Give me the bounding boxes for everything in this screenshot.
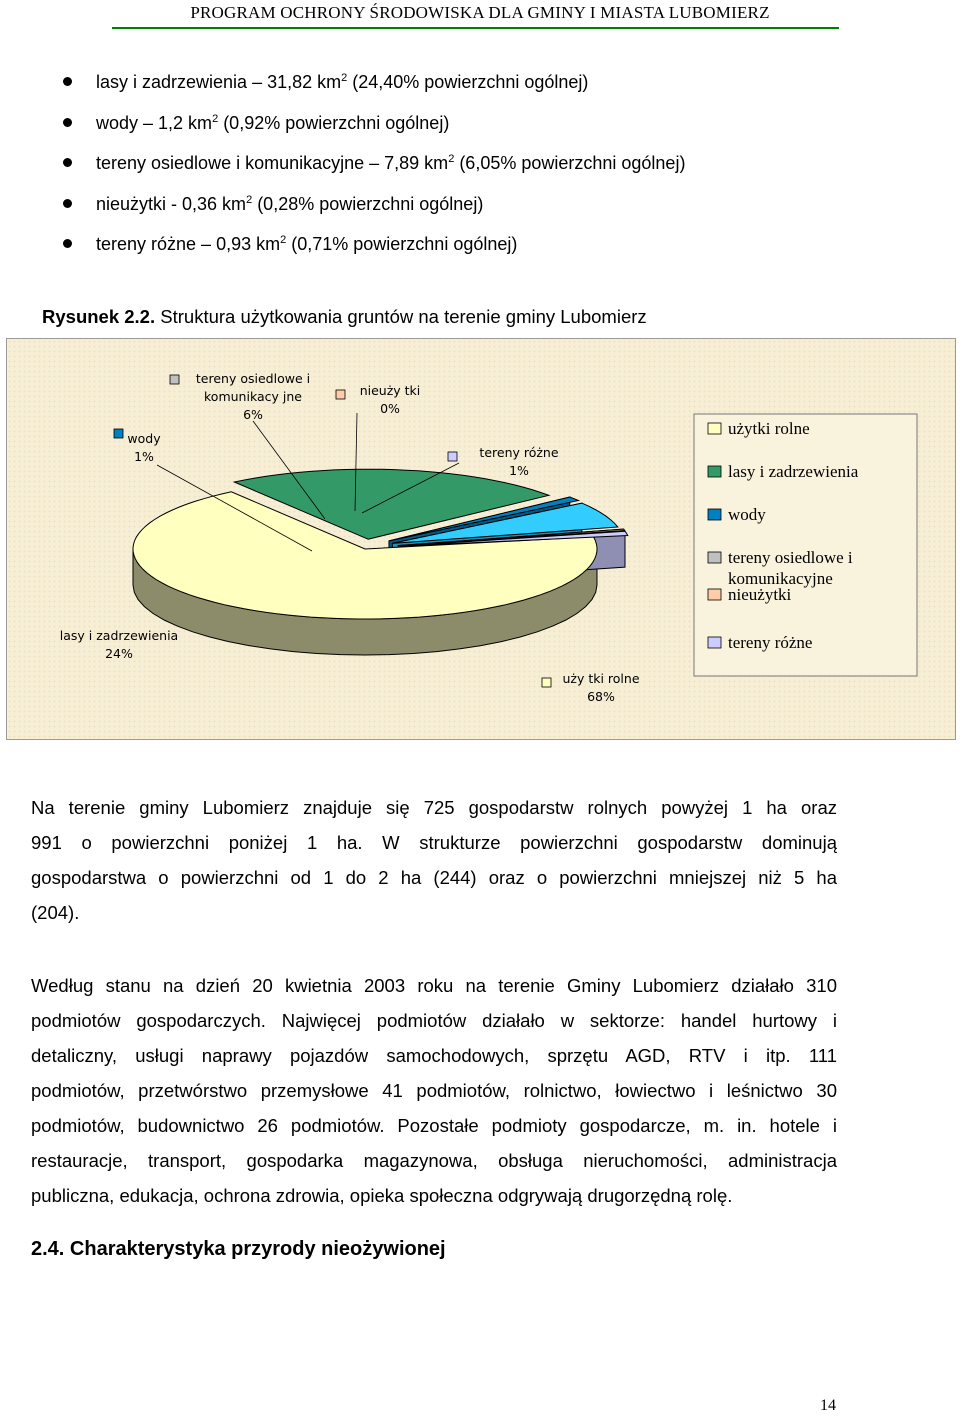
- legend-label-1: lasy i zadrzewienia: [728, 462, 859, 481]
- bullet-icon: [63, 77, 72, 86]
- pie-chart-area: [6, 338, 956, 740]
- bullet-icon: [63, 199, 72, 208]
- land-use-list: [58, 64, 685, 267]
- header-rule: [112, 27, 839, 29]
- legend-swatch-2: [708, 509, 721, 520]
- legend-label-2: wody: [728, 505, 766, 524]
- slice-label-nieuzytki-0: nieuży tki: [359, 383, 421, 398]
- list-item: tereny różne – 0,93 $km^2$ (0,71% powierzchni ogólnej): [58, 226, 685, 267]
- slice-label-lasy-0: lasy i zadrzewienia: [59, 628, 179, 643]
- bullet-icon: [63, 118, 72, 127]
- figure-caption: [42, 306, 647, 328]
- slice-label-osiedlowe-2: 6%: [243, 407, 263, 422]
- slice-label-swatch-osiedlowe: [170, 375, 179, 384]
- legend-swatch-4: [708, 589, 721, 600]
- slice-label-rozne-1: 1%: [509, 463, 529, 478]
- legend-swatch-0: [708, 423, 721, 434]
- slice-label-swatch-wody: [114, 429, 123, 438]
- figure-label: Rysunek 2.2.: [42, 306, 156, 327]
- legend-swatch-5: [708, 637, 721, 648]
- legend-label-4: nieużytki: [728, 585, 792, 604]
- page-number: 14: [820, 1397, 836, 1414]
- slice-label-nieuzytki-1: 0%: [380, 401, 400, 416]
- slice-label-osiedlowe-1: komunikacy jne: [204, 389, 302, 404]
- list-item: lasy i zadrzewienia – 31,82 $km^2$ (24,40% powierzchni ogólnej): [58, 64, 685, 105]
- slice-label-rozne-0: tereny różne: [479, 445, 559, 460]
- slice-label-osiedlowe-0: tereny osiedlowe i: [195, 371, 311, 386]
- slice-label-swatch-rolne: [542, 678, 551, 687]
- list-item: wody – 1,2 $km^2$ (0,92% powierzchni ogólnej): [58, 105, 685, 146]
- section-heading: 2.4. Charakterystyka przyrody nieożywionej: [31, 1238, 446, 1260]
- paragraph-farms: Na terenie gminy Lubomierz znajduje się 725 gospodarstw rolnych powyżej 1 ha oraz 991 o powierzchni poniżej 1 ha. W strukturze powierzchni gospodarstw dominują gospodarstwa o powierzchni od 1 do 2 ha (244) oraz o powierzchni mniejszej niż 5 ha (204).: [31, 797, 837, 923]
- slice-label-swatch-nieuzytki: [336, 390, 345, 399]
- slice-label-lasy-1: 24%: [105, 646, 133, 661]
- header-title: PROGRAM OCHRONY ŚRODOWISKA DLA GMINY I MIASTA LUBOMIERZ: [190, 3, 770, 22]
- slice-label-rolne-0: uży tki rolne: [562, 671, 640, 686]
- paragraph-businesses: Według stanu na dzień 20 kwietnia 2003 roku na terenie Gminy Lubomierz działało 310 podmiotów gospodarczych. Najwięcej podmiotów działało w sektorze: handel hurtowy i detaliczny, usługi naprawy pojazdów samochodowych, sprzętu AGD, RTV i itp. 111 podmiotów, przetwórstwo przemysłowe 41 podmiotów, rolnictwo, łowiectwo i leśnictwo 30 podmiotów, budownictwo 26 podmiotów. Pozostałe podmioty gospodarcze, m. in. hotele i restauracje, transport, gospodarka magazynowa, obsługa nieruchomości, administracja publiczna, edukacja, ochrona zdrowia, opieka społeczna odgrywają drugorzędną rolę.: [31, 975, 837, 1206]
- legend-label-5: tereny różne: [728, 633, 813, 652]
- slice-label-wody-0: wody: [127, 431, 161, 446]
- slice-label-wody-1: 1%: [134, 449, 154, 464]
- pie-chart: [7, 339, 955, 739]
- bullet-icon: [63, 239, 72, 248]
- slice-label-swatch-rozne: [448, 452, 457, 461]
- figure-title: Struktura użytkowania gruntów na terenie gminy Lubomierz: [155, 306, 647, 327]
- page-header: [0, 0, 960, 23]
- bullet-icon: [63, 158, 72, 167]
- list-item: tereny osiedlowe i komunikacyjne – 7,89 $km^2$ (6,05% powierzchni ogólnej): [58, 145, 685, 186]
- slice-label-rolne-1: 68%: [587, 689, 615, 704]
- chart-legend: [694, 414, 917, 676]
- legend-label-0: użytki rolne: [728, 419, 810, 438]
- legend-swatch-1: [708, 466, 721, 477]
- list-item: nieużytki - 0,36 $km^2$ (0,28% powierzchni ogólnej): [58, 186, 685, 227]
- legend-swatch-3: [708, 552, 721, 563]
- legend-label-3: tereny osiedlowe i komunikacyjne: [728, 548, 853, 588]
